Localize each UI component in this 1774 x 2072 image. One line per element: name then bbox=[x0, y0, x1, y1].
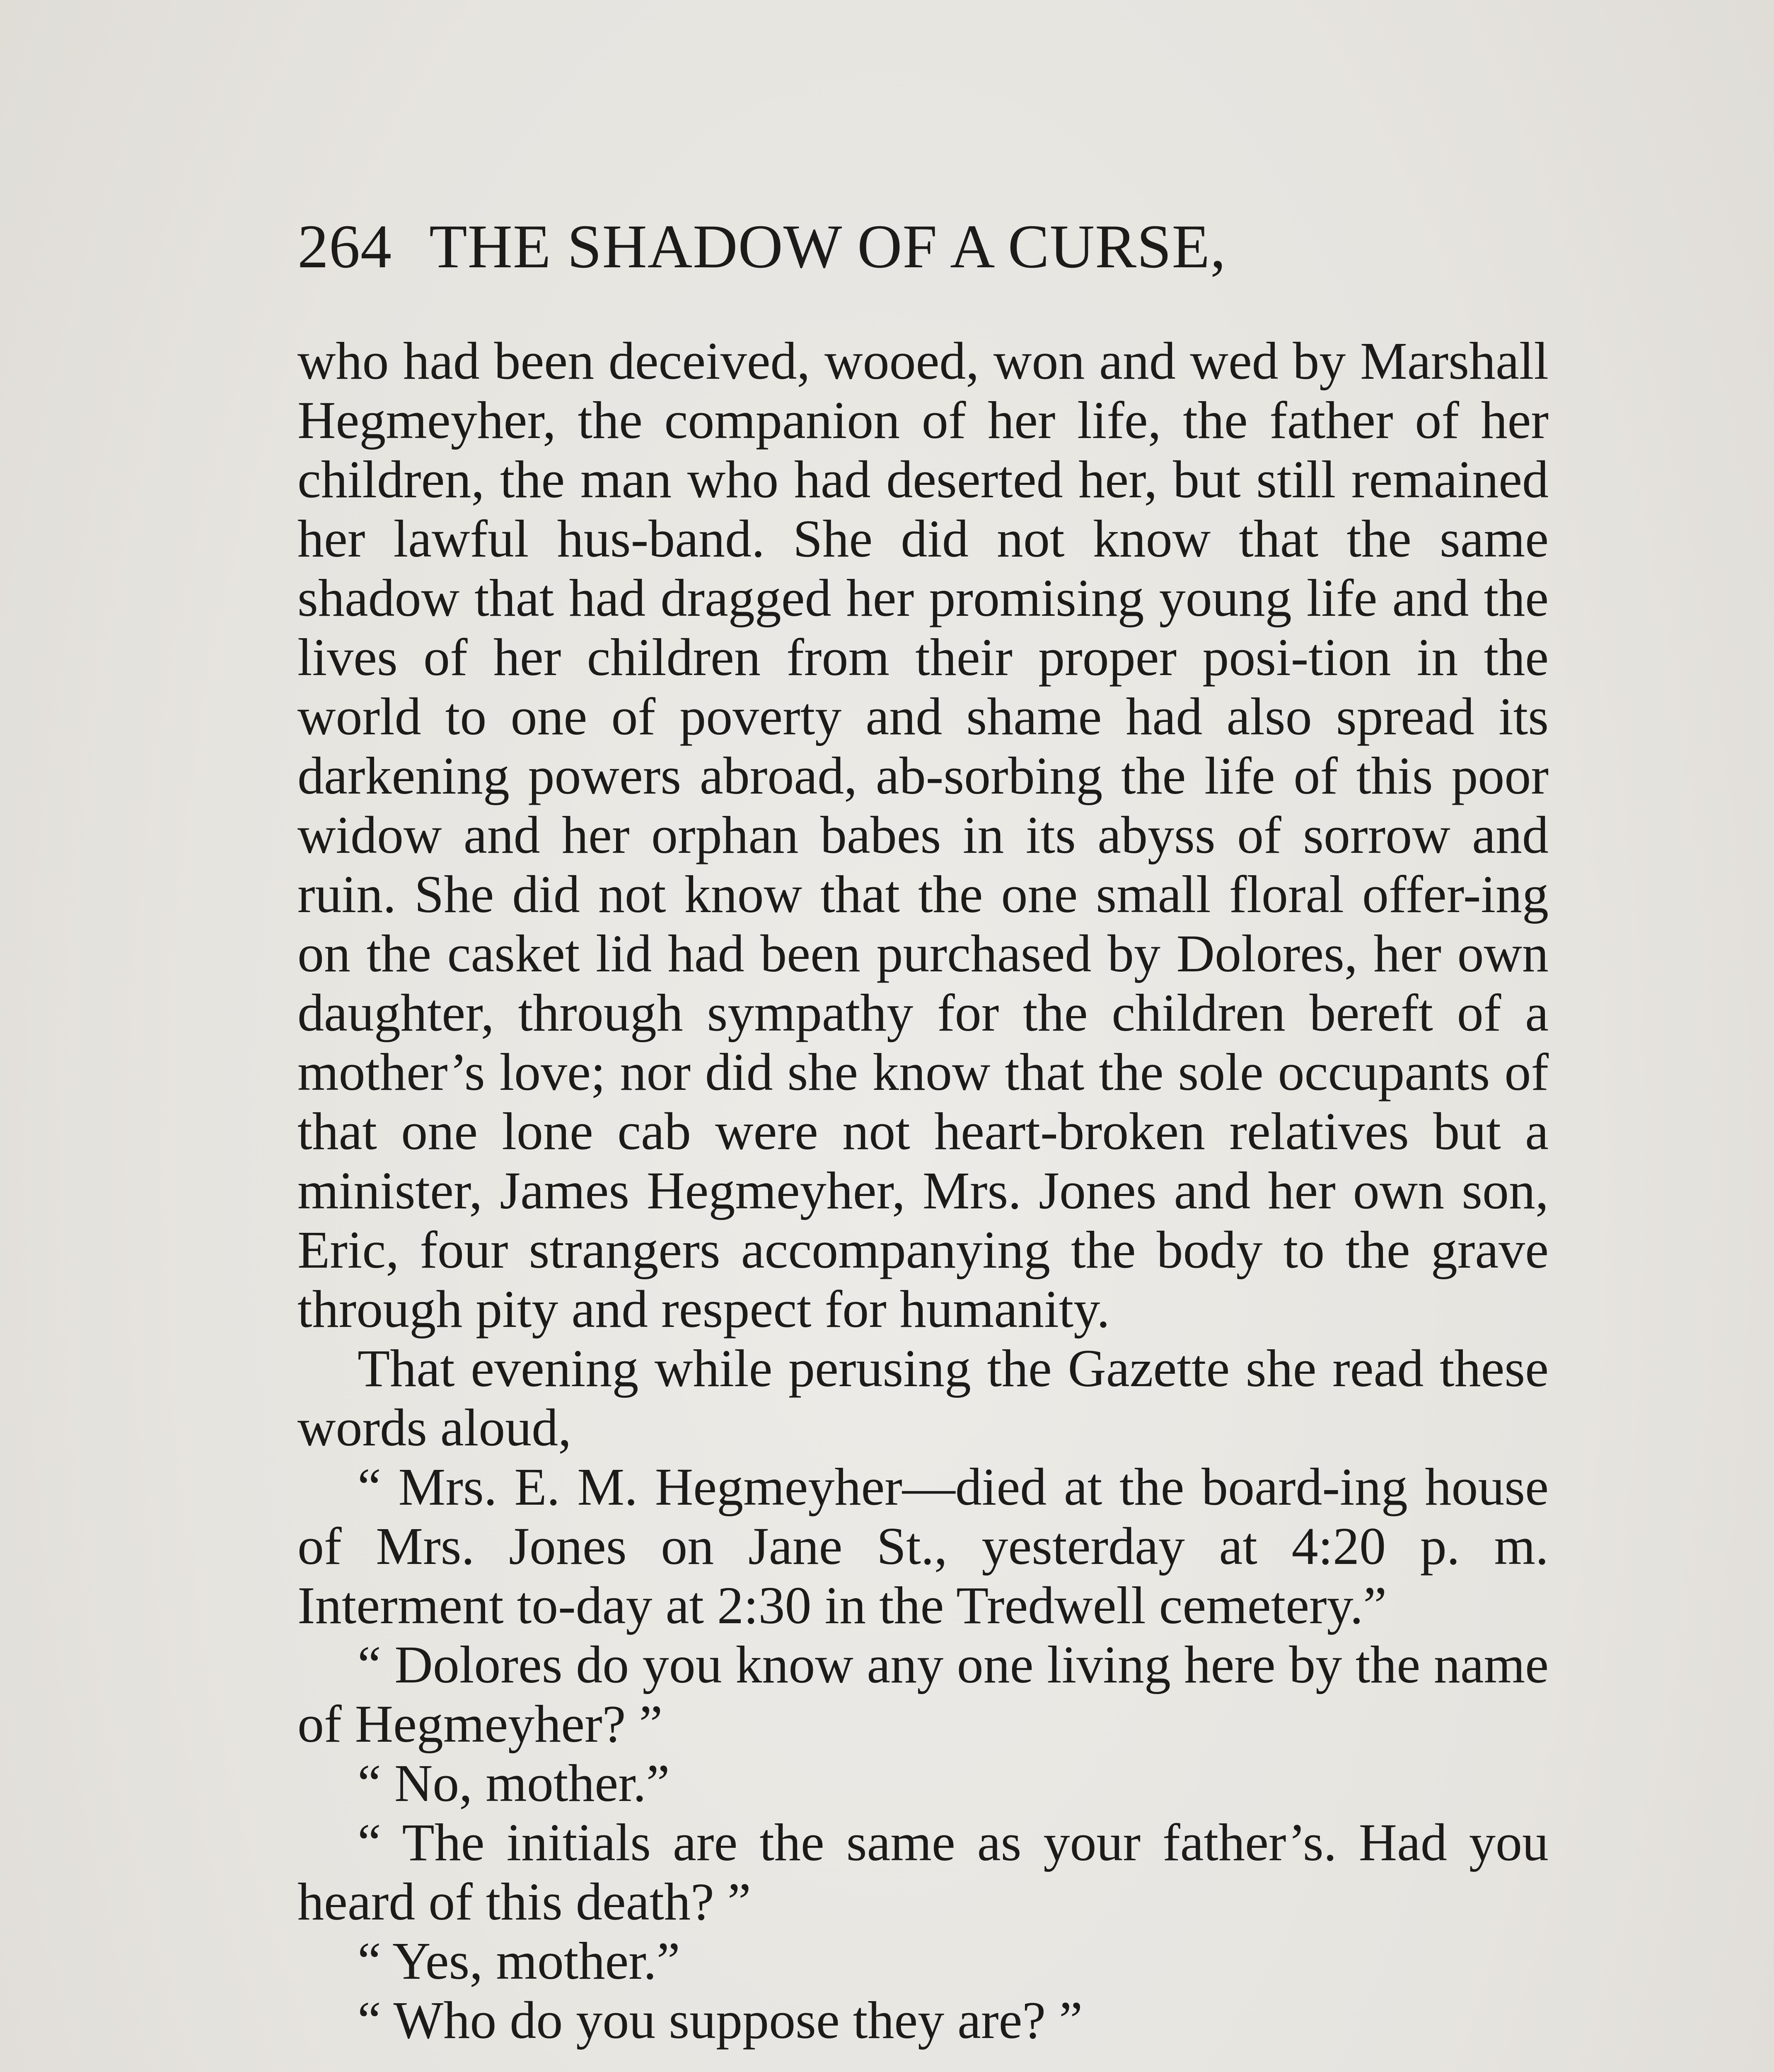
page-number: 264 bbox=[297, 212, 392, 281]
running-title: THE SHADOW OF A CURSE, bbox=[429, 212, 1226, 281]
paragraph-2: That evening while perusing the Gazette she read these words aloud, bbox=[297, 1339, 1549, 1457]
paragraph-8: “ Who do you suppose they are? ” bbox=[358, 1991, 1083, 2050]
paragraph-3: “ Mrs. E. M. Hegmeyher—died at the board-ing house of Mrs. Jones on Jane St., yesterday at 4:20 p. m. Interment to-day at 2:30 in the Tredwell cemetery.” bbox=[297, 1457, 1549, 1635]
body-text bbox=[297, 332, 1549, 2050]
paragraph-6: “ The initials are the same as your father’s. Had you heard of this death? ” bbox=[297, 1813, 1549, 1931]
paragraph-1: who had been deceived, wooed, won and wed by Marshall Hegmeyher, the companion of her life, the father of her children, the man who had deserted her, but still remained her lawful hus-band. She did not know that the same shadow that had dragged her promising young life and the lives of her children from their proper posi-tion in the world to one of poverty and shame had also spread its darkening powers abroad, ab-sorbing the life of this poor widow and her orphan babes in its abyss of sorrow and ruin. She did not know that the one small floral offer-ing on the casket lid had been purchased by Dolores, her own daughter, through sympathy for the children bereft of a mother’s love; nor did she know that the sole occupants of that one lone cab were not heart-broken relatives but a minister, James Hegmeyher, Mrs. Jones and her own son, Eric, four strangers accompanying the body to the grave through pity and respect for humanity. bbox=[297, 332, 1549, 1339]
paragraph-5: “ No, mother.” bbox=[358, 1754, 670, 1813]
paragraph-4: “ Dolores do you know any one living here by the name of Hegmeyher? ” bbox=[297, 1635, 1549, 1753]
paragraph-7: “ Yes, mother.” bbox=[358, 1932, 680, 1990]
running-head bbox=[297, 209, 1520, 284]
